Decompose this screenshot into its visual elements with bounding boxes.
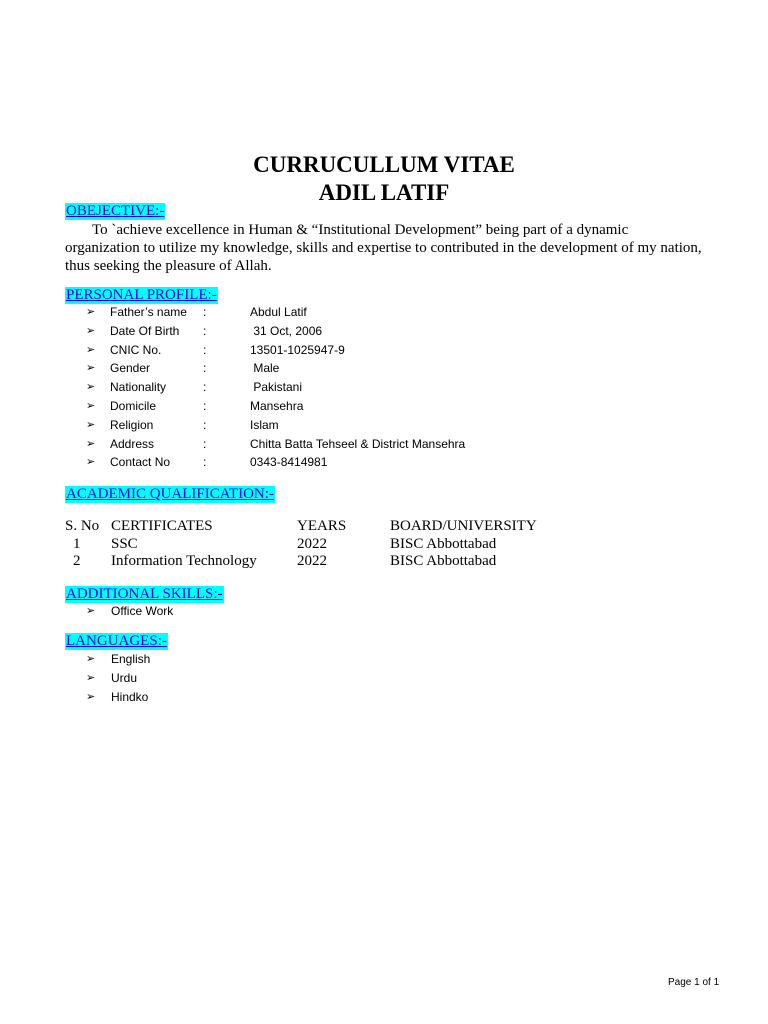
profile-label: Contact No [110, 455, 171, 470]
language-label: Hindko [111, 689, 149, 704]
profile-colon: : [203, 417, 207, 432]
profile-value: Abdul Latif [250, 305, 307, 319]
bullet-arrow-icon: ➢ [86, 362, 96, 375]
profile-value: Male [250, 361, 280, 376]
profile-value: Islam [250, 417, 279, 432]
profile-value: Mansehra [250, 398, 304, 413]
profile-colon: : [203, 398, 207, 413]
personal-profile-heading: PERSONAL PROFILE:- [66, 287, 217, 303]
profile-label: Date Of Birth [110, 323, 180, 338]
academic-heading: ACADEMIC QUALIFICATION:- [66, 486, 274, 502]
profile-label: Gender [110, 361, 151, 376]
languages-heading: LANGUAGES:- [66, 633, 167, 649]
profile-label: Address [110, 436, 155, 451]
objective-text: To `achieve excellence in Human & “Institutional Development” being part of a dynamic organization to utilize my knowledge, skills and expertise to contributed in the development of my nation, thus seeking the pleasure of Allah. [65, 222, 702, 274]
objective-heading: OBEJECTIVE:- [66, 203, 165, 219]
profile-label: Religion [110, 417, 154, 432]
table-cell: SSC [111, 535, 138, 552]
bullet-arrow-icon: ➢ [86, 399, 96, 412]
table-cell: BISC Abbottabad [390, 535, 497, 552]
profile-colon: : [203, 342, 207, 357]
bullet-arrow-icon: ➢ [86, 418, 96, 431]
profile-value: 31 Oct, 2006 [250, 323, 323, 338]
table-cell: 2 [73, 553, 81, 569]
profile-colon: : [203, 361, 207, 376]
column-header: CERTIFICATES [111, 518, 213, 534]
language-label: Urdu [111, 670, 138, 685]
page-number: Page 1 of 1 [668, 977, 720, 988]
table-row [65, 553, 537, 571]
profile-value: Pakistani [250, 380, 303, 395]
profile-label: CNIC No. [110, 342, 162, 357]
profile-value: 13501-1025947-9 [250, 342, 345, 357]
skill-label: Office Work [111, 604, 174, 618]
table-header-row [65, 518, 537, 536]
table-cell: 2022 [297, 553, 327, 569]
bullet-arrow-icon: ➢ [86, 605, 96, 617]
profile-label: Nationality [110, 380, 167, 395]
bullet-arrow-icon: ➢ [86, 437, 96, 450]
profile-colon: : [203, 436, 207, 451]
bullet-arrow-icon: ➢ [86, 653, 96, 665]
column-header: BOARD/UNIVERSITY [390, 518, 537, 534]
profile-value: 0343-8414981 [250, 455, 328, 470]
profile-colon: : [203, 305, 207, 319]
table-row [65, 536, 537, 554]
bullet-arrow-icon: ➢ [86, 324, 96, 337]
profile-label: Domicile [110, 398, 157, 413]
bullet-arrow-icon: ➢ [86, 306, 96, 318]
table-cell: 2022 [297, 535, 327, 552]
bullet-arrow-icon: ➢ [86, 456, 96, 469]
bullet-arrow-icon: ➢ [86, 343, 96, 356]
bullet-arrow-icon: ➢ [86, 381, 96, 394]
bullet-arrow-icon: ➢ [86, 671, 96, 684]
skills-heading: ADDITIONAL SKILLS:- [66, 586, 223, 602]
table-cell: Information Technology [111, 553, 257, 569]
profile-value: Chitta Batta Tehseel & District Mansehra [250, 436, 466, 451]
table-cell: 1 [73, 535, 81, 552]
profile-label: Father’s name [110, 305, 187, 319]
bullet-arrow-icon: ➢ [86, 690, 96, 703]
profile-colon: : [203, 323, 207, 338]
profile-colon: : [203, 380, 207, 395]
academic-table [65, 518, 537, 571]
document-title: CURRUCULLUM VITAE [253, 152, 515, 177]
profile-colon: : [203, 455, 207, 470]
column-header: S. No [65, 518, 100, 534]
table-cell: BISC Abbottabad [390, 553, 497, 569]
candidate-name: ADIL LATIF [318, 180, 450, 205]
language-label: English [111, 652, 151, 666]
column-header: YEARS [297, 518, 347, 534]
